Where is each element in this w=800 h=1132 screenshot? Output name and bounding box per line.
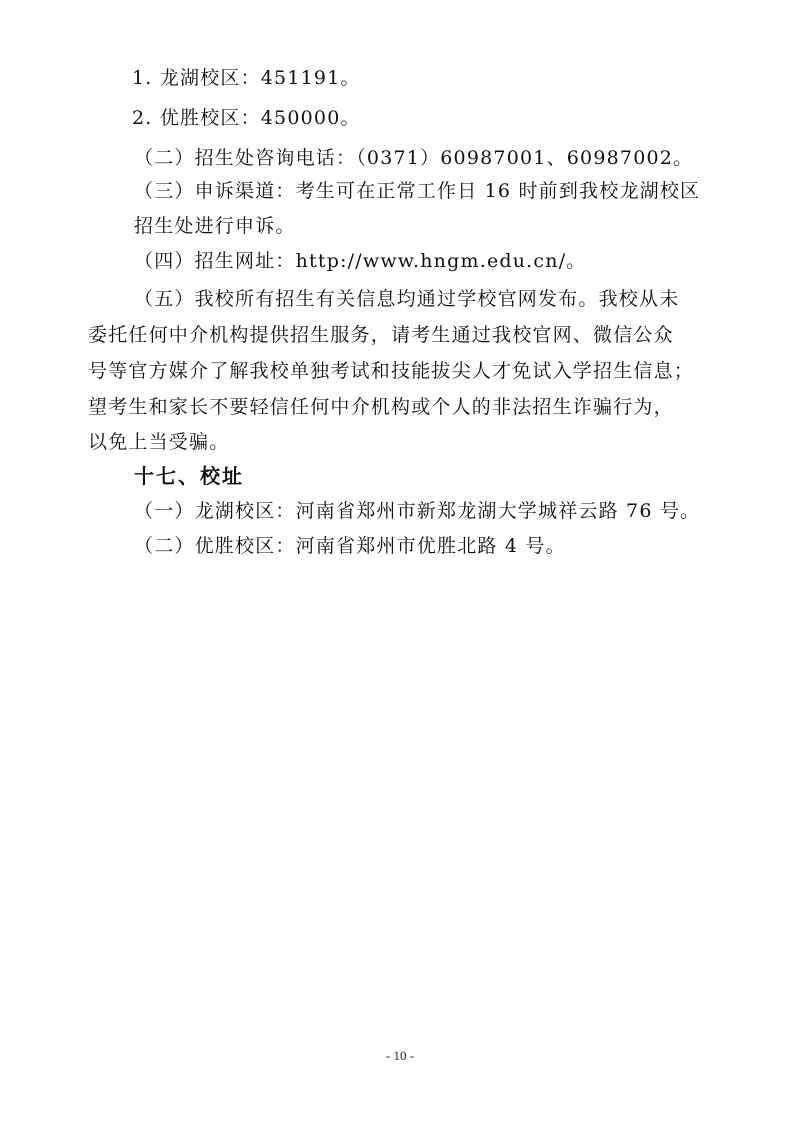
address-yousheng: （二）优胜校区：河南省郑州市优胜北路 4 号。 [134, 535, 566, 557]
appeal-channel-line-1: （三）申诉渠道：考生可在正常工作日 16 时前到我校龙湖校区 [134, 180, 701, 202]
postal-code-yousheng: 2. 优胜校区：450000。 [132, 107, 361, 129]
postal-code-longhu: 1. 龙湖校区：451191。 [132, 67, 361, 89]
notice-line-1: （五）我校所有招生有关信息均通过学校官网发布。我校从未 [134, 288, 680, 310]
notice-line-3: 号等官方媒介了解我校单独考试和技能拔尖人才免试入学招生信息； [88, 360, 695, 382]
notice-line-5: 以免上当受骗。 [88, 431, 230, 453]
appeal-channel-line-2: 招生处进行申诉。 [134, 215, 296, 237]
page-number: - 10 - [385, 1048, 415, 1063]
notice-line-2: 委托任何中介机构提供招生服务，请考生通过我校官网、微信公众 [88, 324, 674, 346]
notice-line-4: 望考生和家长不要轻信任何中介机构或个人的非法招生诈骗行为， [88, 396, 674, 418]
address-longhu: （一）龙湖校区：河南省郑州市新郑龙湖大学城祥云路 76 号。 [134, 500, 701, 522]
admissions-phone: （二）招生处咨询电话：（0371）60987001、60987002。 [134, 147, 694, 169]
admissions-website: （四）招生网址：http://www.hngm.edu.cn/。 [134, 250, 587, 272]
section-heading-campus-address: 十七、校址 [134, 464, 244, 488]
